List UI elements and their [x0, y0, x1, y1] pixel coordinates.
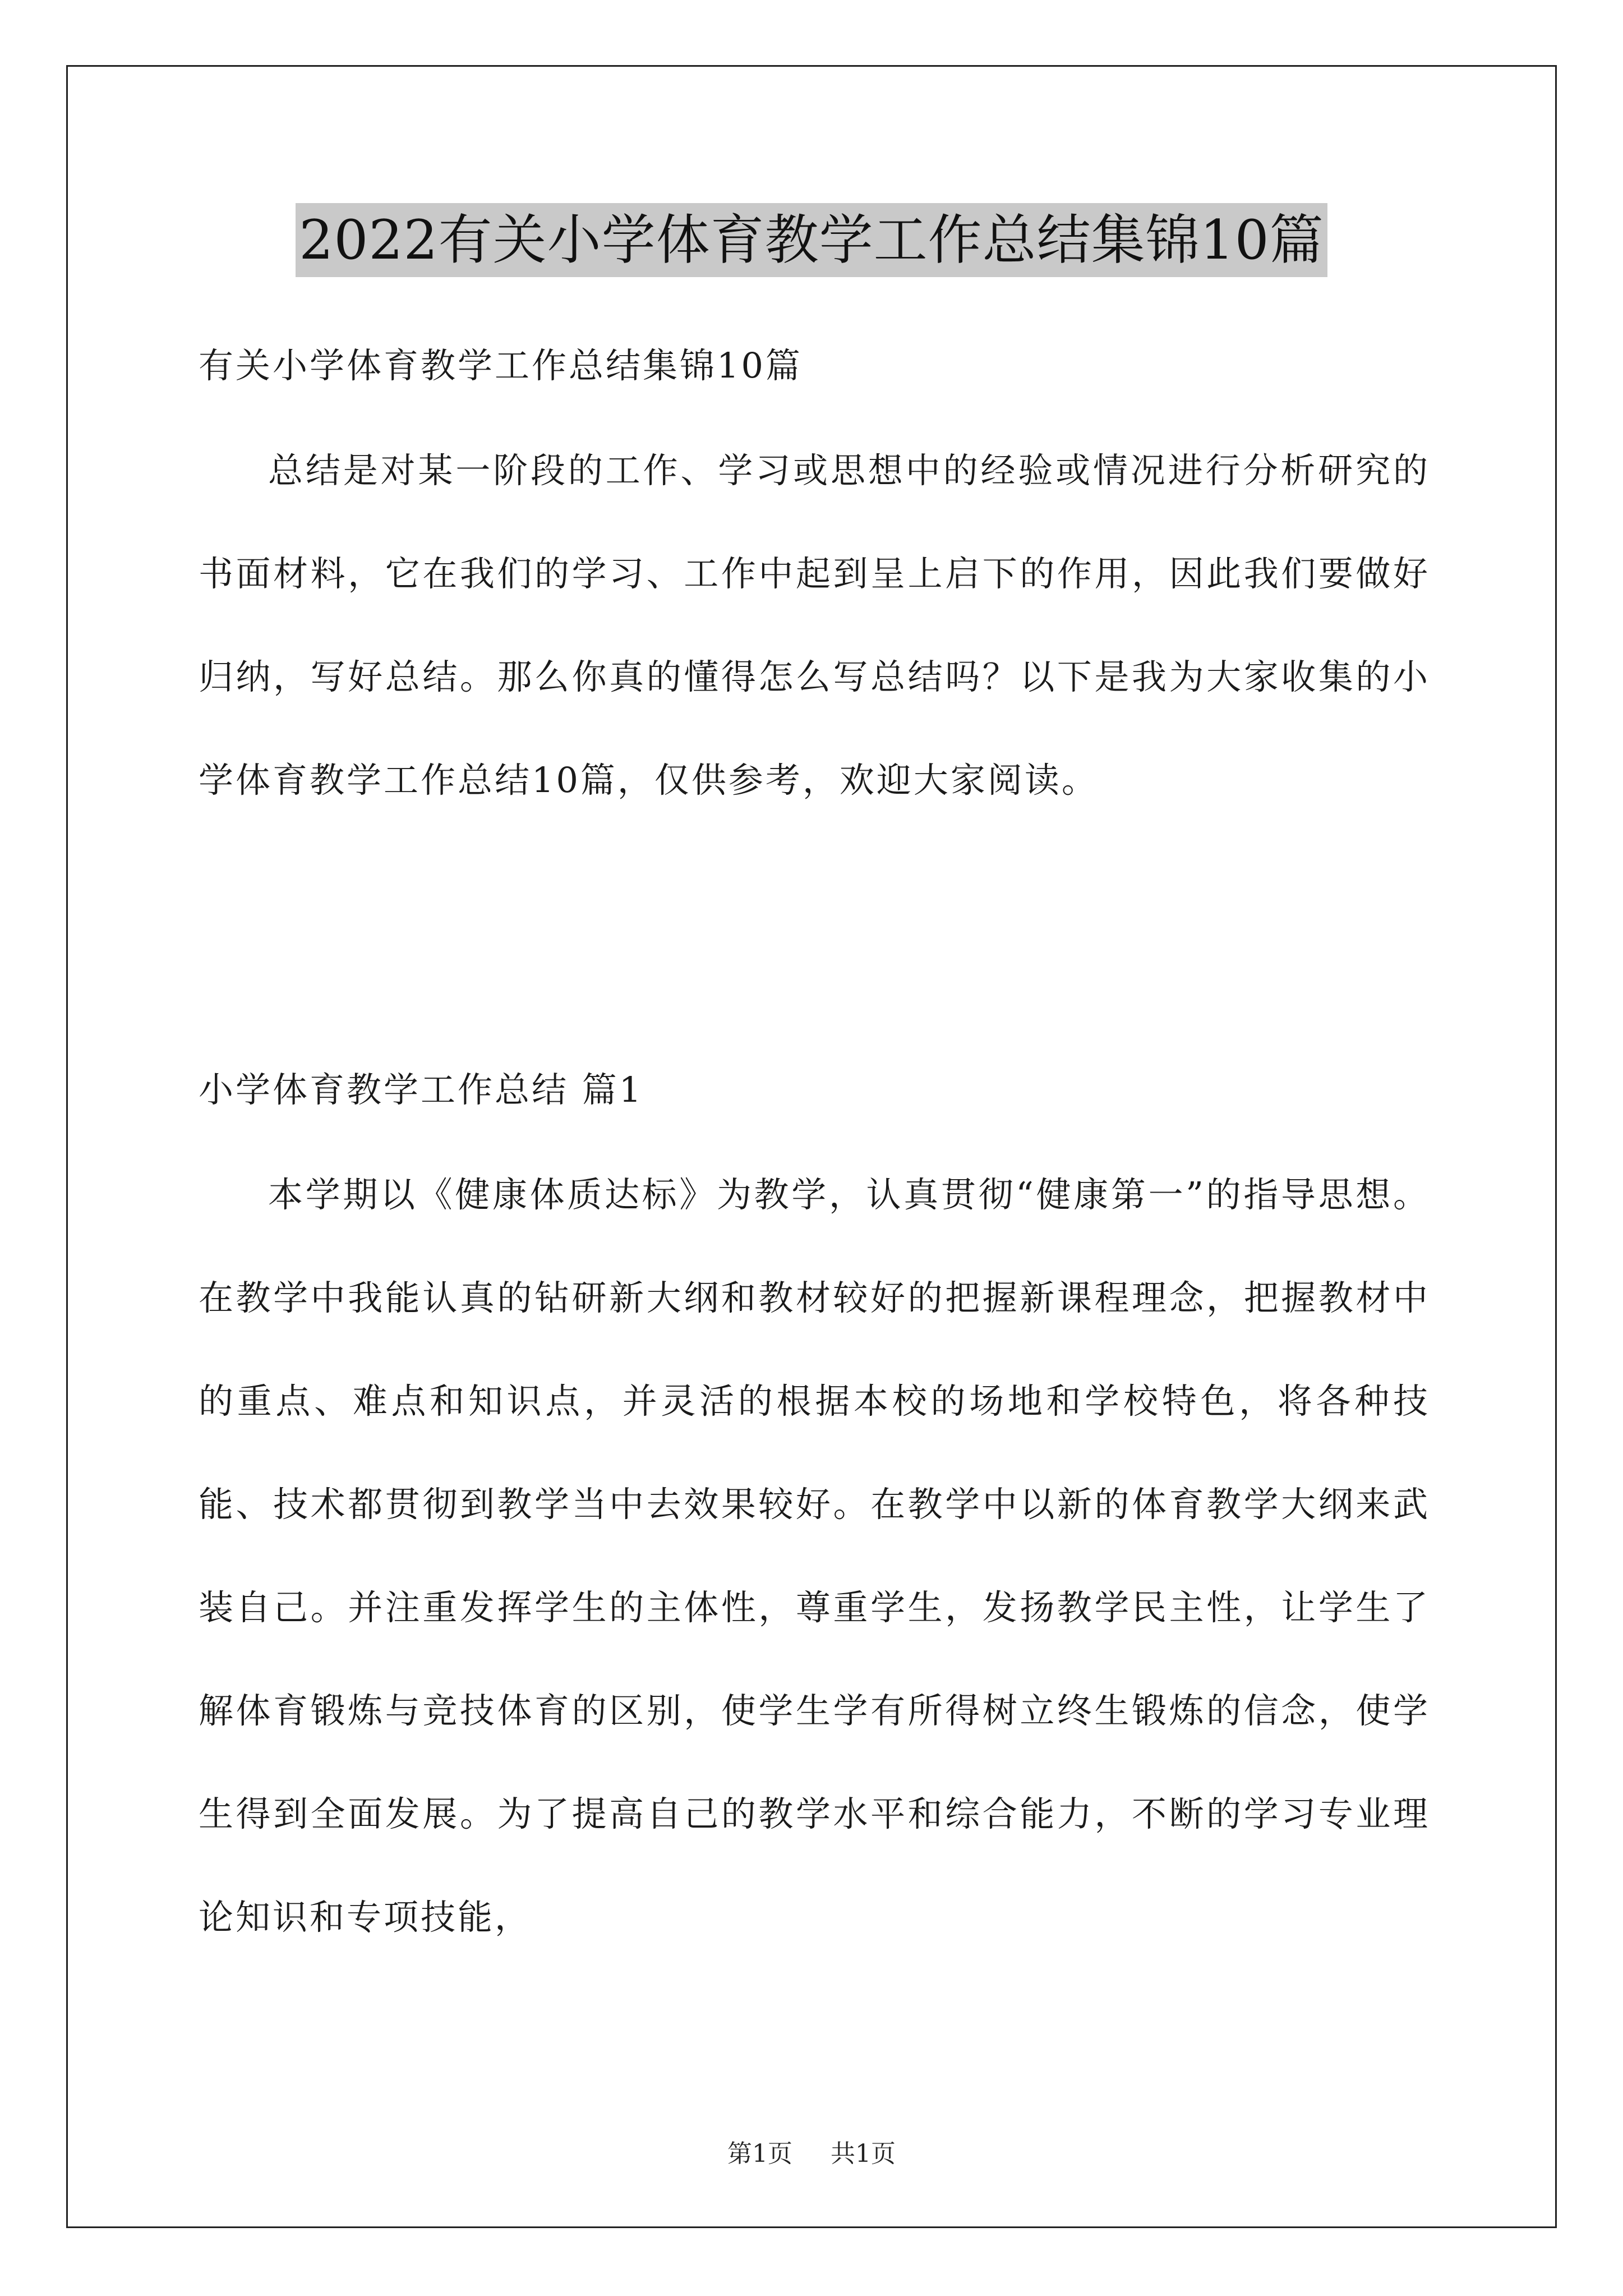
subtitle-block: [199, 314, 1430, 417]
intro-paragraph: 总结是对某一阶段的工作、学习或思想中的经验或情况进行分析研究的书面材料，它在我们的学习、工作中起到呈上启下的作用，因此我们要做好归纳，写好总结。那么你真的懂得怎么写总结吗？以下是我为大家收集的小学体育教学工作总结10篇，仅供参考，欢迎大家阅读。: [199, 450, 1430, 800]
page-footer: [0, 2137, 1623, 2171]
title-container: [0, 203, 1623, 277]
document-title: 2022有关小学体育教学工作总结集锦10篇: [296, 203, 1327, 277]
document-subtitle: 有关小学体育教学工作总结集锦10篇: [199, 345, 803, 386]
section-heading-block: [199, 1038, 1430, 1142]
section-heading: 小学体育教学工作总结 篇1: [199, 1069, 644, 1110]
section-body-block: [199, 1143, 1430, 1969]
page-number: 第1页: [727, 2139, 792, 2168]
page-total: 共1页: [831, 2139, 896, 2168]
intro-block: [199, 419, 1430, 832]
section-paragraph: 本学期以《健康体质达标》为教学，认真贯彻“健康第一”的指导思想。在教学中我能认真的钻研新大纲和教材较好的把握新课程理念，把握教材中的重点、难点和知识点，并灵活的根据本校的场地和学校特色，将各种技能、技术都贯彻到教学当中去效果较好。在教学中以新的体育教学大纲来武装自己。并注重发挥学生的主体性，尊重学生，发扬教学民主性，让学生了解体育锻炼与竞技体育的区别，使学生学有所得树立终生锻炼的信念，使学生得到全面发展。为了提高自己的教学水平和综合能力，不断的学习专业理论知识和专项技能，: [199, 1174, 1430, 1938]
